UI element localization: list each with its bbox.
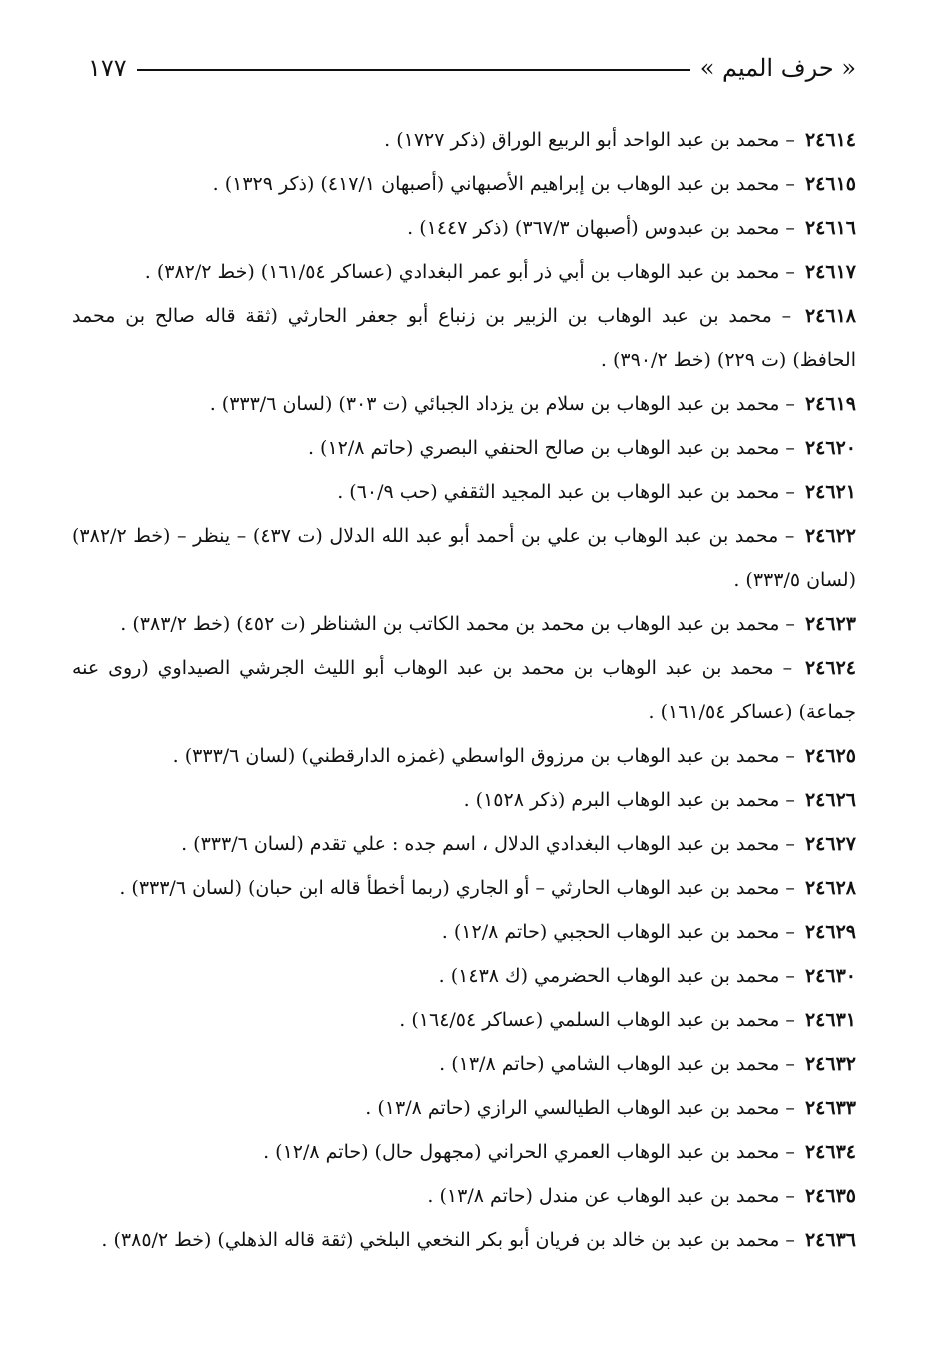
entry-number: ٢٤٦٢٢ bbox=[804, 525, 856, 547]
page-number: ١٧٧ bbox=[88, 54, 127, 82]
entry-number: ٢٤٦٢٦ bbox=[804, 789, 856, 811]
entry-text: – محمد بن عبد الوهاب بن محمد بن عبد الوهاب أبو الليث الجرشي الصيداوي (روى عنه جماعة) (عساكر ١٦١/٥٤) . bbox=[72, 657, 856, 723]
entry-text: – محمد بن عبد الوهاب البرم (ذكر ١٥٢٨) . bbox=[463, 789, 795, 811]
entry-number: ٢٤٦٣٠ bbox=[804, 965, 856, 987]
entry-number: ٢٤٦١٧ bbox=[804, 261, 856, 283]
entry-text: – محمد بن عبد بن خالد بن فريان أبو بكر النخعي البلخي (ثقة قاله الذهلي) (خط ٣٨٥/٢) . bbox=[101, 1229, 795, 1251]
entry-text: – محمد بن عبد الوهاب الطيالسي الرازي (حاتم ١٣/٨) . bbox=[365, 1097, 795, 1119]
entry-number: ٢٤٦٢٠ bbox=[804, 437, 856, 459]
entry-number: ٢٤٦١٤ bbox=[804, 129, 856, 151]
entry-list bbox=[72, 118, 856, 1262]
entry-number: ٢٤٦١٦ bbox=[804, 217, 856, 239]
entry-text: – محمد بن عبد الوهاب بن عبد المجيد الثقفي (حب ٦٠/٩) . bbox=[337, 481, 795, 503]
entry bbox=[72, 954, 856, 998]
entry bbox=[72, 910, 856, 954]
entry bbox=[72, 646, 856, 734]
entry-text: – محمد بن عبد الوهاب بن علي بن أحمد أبو عبد الله الدلال (ت ٤٣٧) – ينظر – (خط ٣٨٢/٢) (لسان ٣٣٣/٥) . bbox=[72, 525, 856, 591]
entry-number: ٢٤٦٢١ bbox=[804, 481, 856, 503]
entry bbox=[72, 602, 856, 646]
entry-number: ٢٤٦٢٤ bbox=[804, 657, 856, 679]
entry-number: ٢٤٦٣١ bbox=[804, 1009, 856, 1031]
entry bbox=[72, 1218, 856, 1262]
entry-number: ٢٤٦٣٢ bbox=[804, 1053, 856, 1075]
entry bbox=[72, 1174, 856, 1218]
header-rule bbox=[137, 69, 690, 71]
entry-number: ٢٤٦٢٧ bbox=[804, 833, 856, 855]
entry bbox=[72, 1086, 856, 1130]
entry bbox=[72, 470, 856, 514]
entry bbox=[72, 998, 856, 1042]
entry-text: – محمد بن عبد الوهاب السلمي (عساكر ١٦٤/٥٤) . bbox=[399, 1009, 795, 1031]
entry bbox=[72, 822, 856, 866]
entry-text: – محمد بن عبد الوهاب بن سلام بن يزداد الجبائي (ت ٣٠٣) (لسان ٣٣٣/٦) . bbox=[209, 393, 795, 415]
page-header bbox=[88, 48, 856, 88]
entry bbox=[72, 866, 856, 910]
entry-text: – محمد بن عبد الوهاب بن مرزوق الواسطي (غمزه الدارقطني) (لسان ٣٣٣/٦) . bbox=[172, 745, 795, 767]
entry bbox=[72, 778, 856, 822]
entry-text: – محمد بن عبدوس (أصبهان ٣٦٧/٣) (ذكر ١٤٤٧) . bbox=[407, 217, 795, 239]
entry-number: ٢٤٦٣٣ bbox=[804, 1097, 856, 1119]
entry bbox=[72, 250, 856, 294]
entry bbox=[72, 426, 856, 470]
entry-text: – محمد بن عبد الوهاب بن الزبير بن زنباع أبو جعفر الحارثي (ثقة قاله صالح بن محمد الحافظ) (ت ٢٢٩) (خط ٣٩٠/٢) . bbox=[72, 305, 856, 371]
entry-text: – محمد بن عبد الوهاب بن صالح الحنفي البصري (حاتم ١٢/٨) . bbox=[307, 437, 795, 459]
entry-text: – محمد بن عبد الوهاب الشامي (حاتم ١٣/٨) . bbox=[439, 1053, 795, 1075]
entry-text: – محمد بن عبد الوهاب بن محمد بن محمد الكاتب بن الشناظر (ت ٤٥٢) (خط ٣٨٣/٢) . bbox=[120, 613, 795, 635]
chapter-title: « حرف الميم » bbox=[699, 54, 856, 82]
entry bbox=[72, 1130, 856, 1174]
entry-number: ٢٤٦١٨ bbox=[804, 305, 856, 327]
entry bbox=[72, 162, 856, 206]
entry-text: – محمد بن عبد الوهاب الحجبي (حاتم ١٢/٨) . bbox=[441, 921, 795, 943]
entry bbox=[72, 118, 856, 162]
entry-number: ٢٤٦٣٤ bbox=[804, 1141, 856, 1163]
entry bbox=[72, 514, 856, 602]
entry bbox=[72, 206, 856, 250]
entry-text: – محمد بن عبد الوهاب الحارثي – أو الجاري (ربما أخطأ قاله ابن حبان) (لسان ٣٣٣/٦) . bbox=[119, 877, 795, 899]
entry-number: ٢٤٦٣٦ bbox=[804, 1229, 856, 1251]
entry-text: – محمد بن عبد الوهاب بن إبراهيم الأصبهاني (أصبهان ٤١٧/١) (ذكر ١٣٢٩) . bbox=[212, 173, 795, 195]
entry-text: – محمد بن عبد الوهاب عن مندل (حاتم ١٣/٨) . bbox=[427, 1185, 795, 1207]
entry-text: – محمد بن عبد الوهاب العمري الحراني (مجهول حال) (حاتم ١٢/٨) . bbox=[263, 1141, 795, 1163]
entry-number: ٢٤٦٢٨ bbox=[804, 877, 856, 899]
entry-text: – محمد بن عبد الوهاب البغدادي الدلال ، اسم جده : علي تقدم (لسان ٣٣٣/٦) . bbox=[181, 833, 795, 855]
entry bbox=[72, 294, 856, 382]
entry bbox=[72, 1042, 856, 1086]
entry-number: ٢٤٦٣٥ bbox=[804, 1185, 856, 1207]
entry-text: – محمد بن عبد الوهاب بن أبي ذر أبو عمر البغدادي (عساكر ١٦١/٥٤) (خط ٣٨٢/٢) . bbox=[144, 261, 795, 283]
entry-text: – محمد بن عبد الواحد أبو الربيع الوراق (ذكر ١٧٢٧) . bbox=[384, 129, 795, 151]
entry bbox=[72, 734, 856, 778]
entry-number: ٢٤٦٢٥ bbox=[804, 745, 856, 767]
entry bbox=[72, 382, 856, 426]
entry-number: ٢٤٦٢٣ bbox=[804, 613, 856, 635]
entry-number: ٢٤٦١٩ bbox=[804, 393, 856, 415]
entry-text: – محمد بن عبد الوهاب الحضرمي (ك ١٤٣٨) . bbox=[438, 965, 795, 987]
entry-number: ٢٤٦٢٩ bbox=[804, 921, 856, 943]
entry-number: ٢٤٦١٥ bbox=[804, 173, 856, 195]
